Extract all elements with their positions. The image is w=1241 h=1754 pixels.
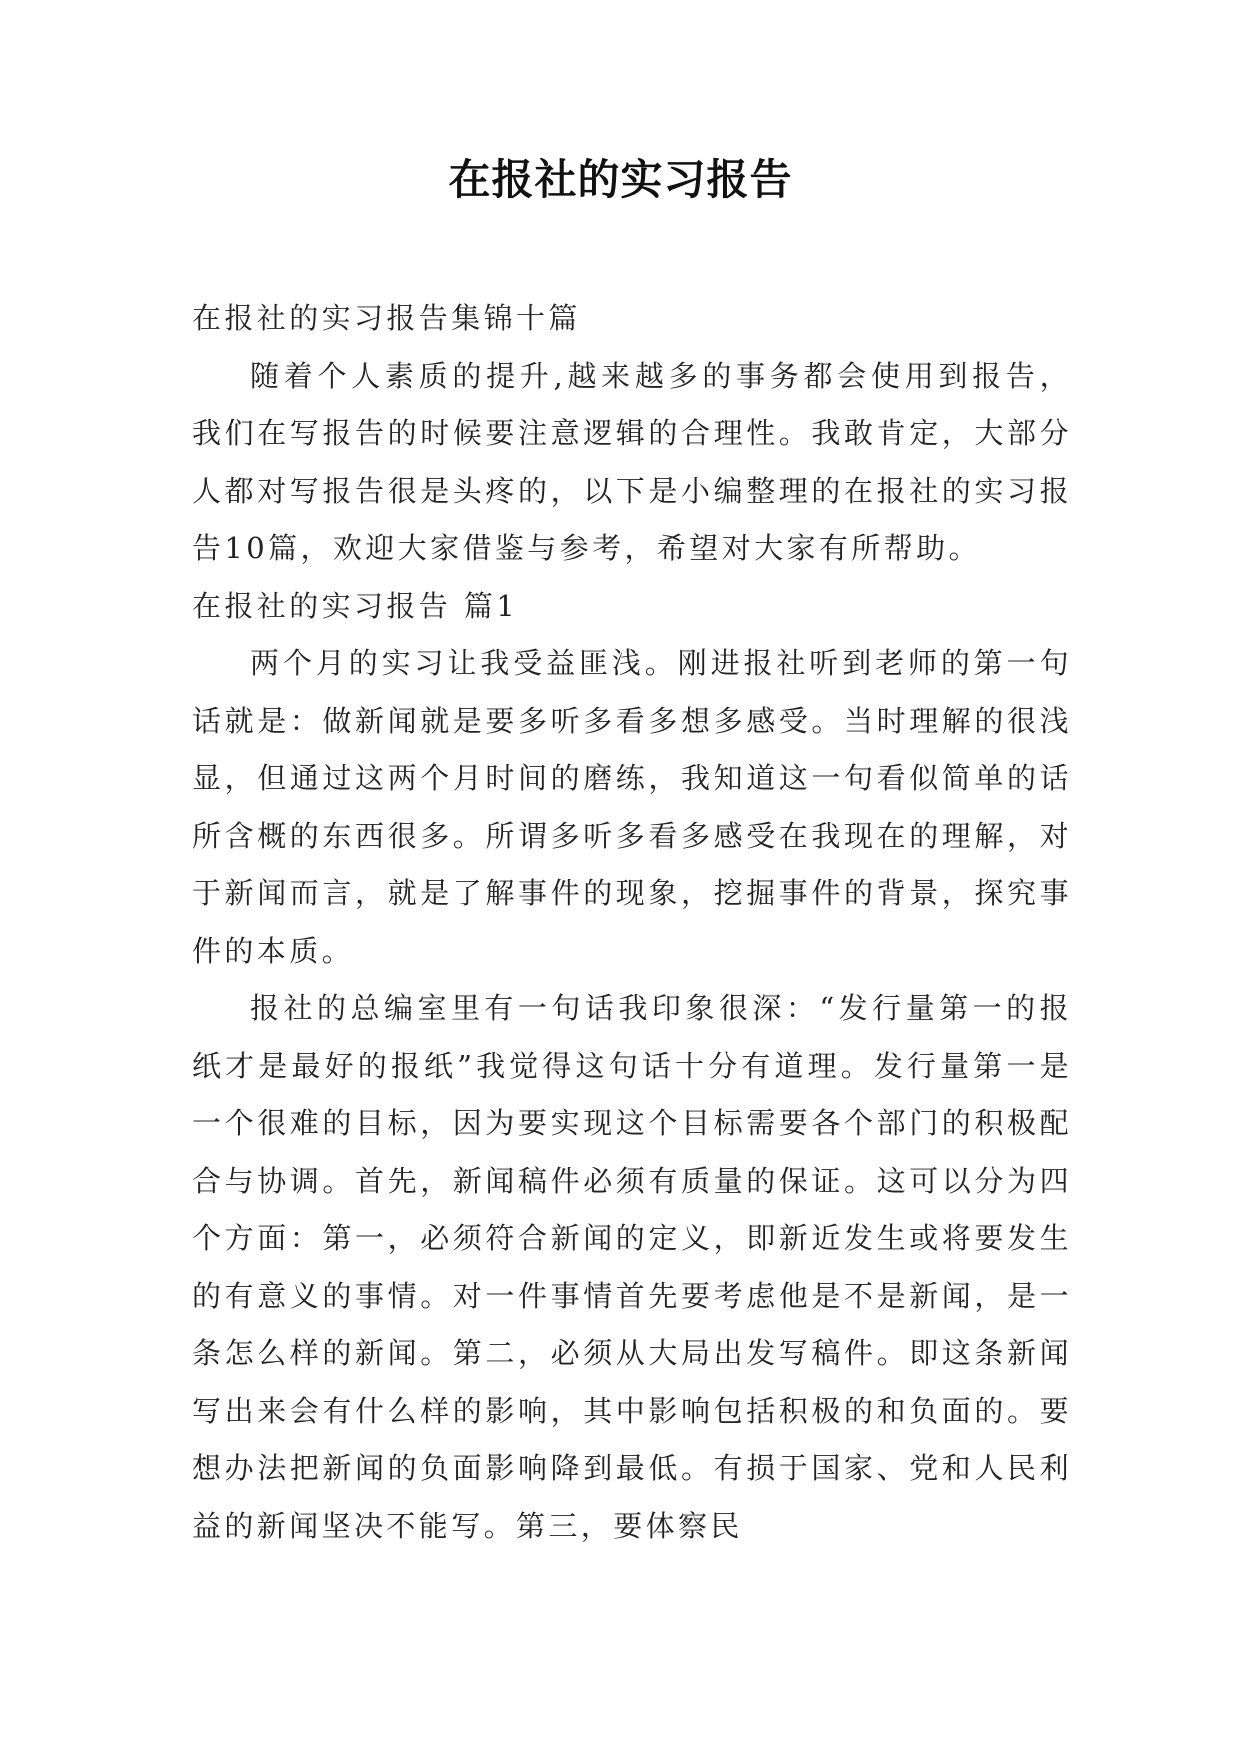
document-title: 在报社的实习报告 [448, 155, 793, 204]
body-paragraph: 报社的总编室里有一句话我印象很深：“发行量第一的报纸才是最好的报纸”我觉得这句话十分有道理。发行量第一是一个很难的目标，因为要实现这个目标需要各个部门的积极配合与协调。首先，新闻稿件必须有质量的保证。这可以分为四个方面：第一，必须符合新闻的定义，即新近发生或将要发生的有意义的事情。对一件事情首先要考虑他是不是新闻，是一条怎么样的新闻。第二，必须从大局出发写稿件。即这条新闻写出来会有什么样的影响，其中影响包括积极的和负面的。要想办法把新闻的负面影响降到最低。有损于国家、党和人民利益的新闻坚决不能写。第三，要体察民 [192, 991, 1072, 1543]
document-body [192, 290, 1072, 1555]
section-heading: 在报社的实习报告 篇1 [192, 588, 519, 623]
document-subtitle: 在报社的实习报告集锦十篇 [192, 301, 581, 335]
body-paragraph: 两个月的实习让我受益匪浅。刚进报社听到老师的第一句话就是：做新闻就是要多听多看多想多感受。当时理解的很浅显，但通过这两个月时间的磨练，我知道这一句看似简单的话所含概的东西很多。所谓多听多看多感受在我现在的理解，对于新闻而言，就是了解事件的现象，挖掘事件的背景，探究事件的本质。 [192, 646, 1072, 968]
intro-paragraph: 随着个人素质的提升,越来越多的事务都会使用到报告，我们在写报告的时候要注意逻辑的合理性。我敢肯定，大部分人都对写报告很是头疼的，以下是小编整理的在报社的实习报告10篇，欢迎大家借鉴与参考，希望对大家有所帮助。 [192, 358, 1072, 565]
